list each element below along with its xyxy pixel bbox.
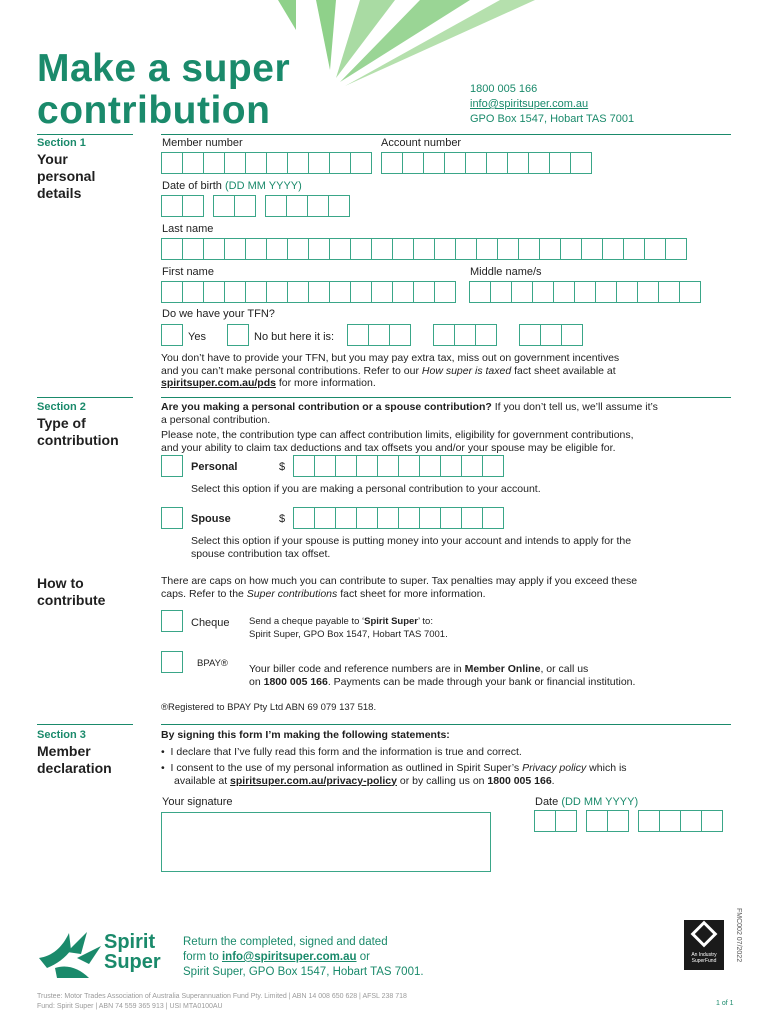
section-1-title: Your personal details [37, 151, 96, 201]
date-field[interactable] [534, 810, 723, 832]
contribution-question: Are you making a personal contribution or a spouse contribution? If you don’t tell us, we’ll assume it’s a personal contribution. Please note, the contribution type can affect contribution limits, eligibility for government contributions, and your ability to claim tax deductions and tax offsets you and/or your spouse may be eligible for. [161, 401, 658, 454]
tfn-yes-label: Yes [188, 331, 206, 343]
bpay-desc: Your biller code and reference numbers are in Member Online, or call us on 1800 005 166. Payments can be made through your bank or financial institution. [249, 663, 636, 688]
personal-amount-field[interactable] [293, 455, 504, 477]
caps-note: There are caps on how much you can contribute to super. Tax penalties may apply if you exceed these caps. Refer to the Super contributions fact sheet for more information. [161, 575, 638, 600]
divider [161, 134, 731, 135]
dob-label: Date of birth (DD MM YYYY) [162, 180, 302, 192]
footer-email-link[interactable]: info@spiritsuper.com.au [221, 951, 357, 963]
last-name-field[interactable] [161, 238, 687, 260]
logo-wordmark: Spirit Super [104, 931, 161, 973]
bpay-checkbox[interactable] [161, 651, 183, 673]
spouse-checkbox[interactable] [161, 507, 183, 529]
last-name-label: Last name [162, 223, 214, 235]
address: GPO Box 1547, Hobart TAS 7001 [470, 113, 635, 125]
page-title: Make a super contribution [37, 47, 291, 132]
tfn-note: You don’t have to provide your TFN, but you may pay extra tax, miss out on government incentives and you can’t make personal contributions. Refer to our How super is taxed fact sheet available at spiritsuper.com.au/pds for more information. [161, 352, 620, 389]
divider [161, 724, 731, 725]
tfn-yes-checkbox[interactable] [161, 324, 183, 346]
form-code: FMC002 07/2022 [735, 908, 742, 963]
industry-super-fund-badge: An Industry SuperFund [684, 920, 724, 970]
middle-name-field[interactable] [469, 281, 701, 303]
spirit-super-logo-icon [37, 928, 102, 980]
privacy-link[interactable]: spiritsuper.com.au/privacy-policy [230, 774, 397, 787]
spouse-desc: Select this option if your spouse is putting money into your account and intends to apply for the spouse contribution tax offset. [191, 535, 632, 560]
return-instructions: Return the completed, signed and dated form to info@spiritsuper.com.au or Spirit Super, GPO Box 1547, Hobart TAS 7001. [183, 936, 424, 978]
tfn-question: Do we have your TFN? [162, 308, 275, 320]
tfn-no-label: No but here it is: [254, 331, 335, 343]
divider [161, 397, 731, 398]
divider [37, 724, 133, 725]
diamond-icon [684, 920, 724, 950]
personal-label: Personal [191, 461, 238, 473]
personal-desc: Select this option if you are making a personal contribution to your account. [191, 483, 541, 495]
bpay-label: BPAY® [197, 658, 228, 669]
account-number-label: Account number [381, 137, 462, 149]
signature-label: Your signature [162, 796, 233, 808]
tfn-field[interactable] [347, 324, 583, 346]
cheque-label: Cheque [191, 617, 230, 629]
account-number-field[interactable] [381, 152, 592, 174]
cheque-desc: Send a cheque payable to ‘Spirit Super’ to: Spirit Super, GPO Box 1547, Hobart TAS 7001. [249, 616, 448, 640]
signature-box[interactable] [161, 812, 491, 872]
declaration: By signing this form I’m making the following statements: • I declare that I’ve fully read this form and the information is true and correct. • I consent to the use of my personal information as outlined in Spirit Super’s Privacy policy which is available at spiritsuper.com.au/privacy-policy or by calling us on 1800 005 166. [161, 729, 627, 787]
section-2-title: Type of contribution [37, 415, 119, 448]
phone: 1800 005 166 [470, 83, 538, 95]
section-3-title: Member declaration [37, 743, 112, 776]
member-number-field[interactable] [161, 152, 372, 174]
bpay-registered: ®Registered to BPAY Pty Ltd ABN 69 079 137 518. [161, 702, 377, 713]
email-link[interactable]: info@spiritsuper.com.au [470, 98, 589, 110]
page-number: 1 of 1 [716, 1000, 734, 1007]
how-to-contribute-title: How to contribute [37, 575, 106, 608]
legal-text: Trustee: Motor Trades Association of Australia Superannuation Fund Pty. Limited | ABN 14 008 650 628 | AFSL 238 718 Fund: Spirit Super | ABN 74 559 365 913 | USI MTA0100AU [37, 993, 407, 1010]
first-name-label: First name [162, 266, 214, 278]
dob-field[interactable] [161, 195, 350, 217]
date-label: Date (DD MM YYYY) [535, 796, 639, 808]
pds-link[interactable]: spiritsuper.com.au/pds [161, 377, 276, 389]
spouse-label: Spouse [191, 513, 231, 525]
tfn-no-checkbox[interactable] [227, 324, 249, 346]
section-1-label: Section 1 [37, 137, 86, 149]
dollar-sign: $ [279, 513, 286, 525]
divider [37, 134, 133, 135]
personal-checkbox[interactable] [161, 455, 183, 477]
divider [37, 397, 133, 398]
section-2-label: Section 2 [37, 401, 86, 413]
dollar-sign: $ [279, 461, 286, 473]
middle-name-label: Middle name/s [470, 266, 542, 278]
cheque-checkbox[interactable] [161, 610, 183, 632]
member-number-label: Member number [162, 137, 243, 149]
contact-block [470, 82, 634, 127]
section-3-label: Section 3 [37, 729, 86, 741]
first-name-field[interactable] [161, 281, 456, 303]
spouse-amount-field[interactable] [293, 507, 504, 529]
